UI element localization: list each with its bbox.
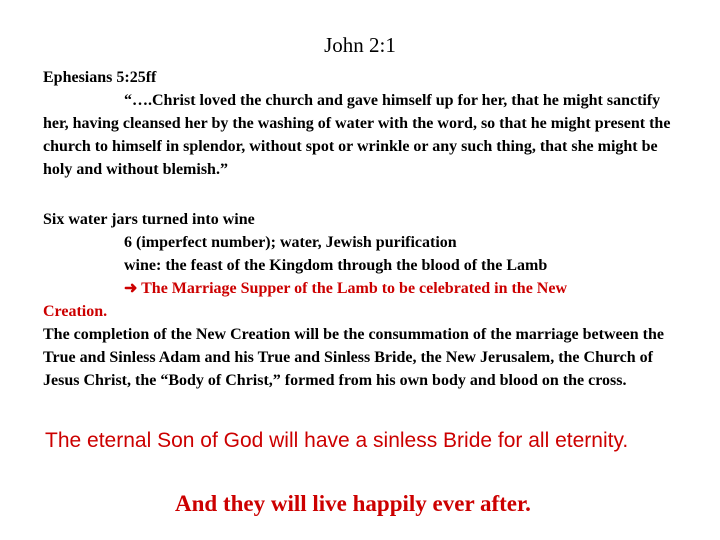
completion-paragraph: The completion of the New Creation will be the consummation of the marriage between the True and Sinless Adam and his True and Sinless Bride, the New Jerusalem, the Church of Jesus Christ, the “Body of Christ,” formed from his own body and blood on the cross.: [43, 326, 664, 389]
marriage-supper-line: [43, 277, 683, 300]
spacer: [43, 181, 683, 208]
jars-line-number: 6 (imperfect number); water, Jewish purification: [124, 234, 457, 251]
jars-heading: Six water jars turned into wine: [43, 211, 255, 228]
ephesians-reference: Ephesians 5:25ff: [43, 69, 157, 86]
slide-title: John 2:1: [324, 33, 396, 57]
final-line: And they will live happily ever after.: [175, 491, 531, 516]
ephesians-quote: “….Christ loved the church and gave himself up for her, that he might sanctify her, having cleansed her by the washing of water with the word, so that he might present the church to himself in splendor, without spot or wrinkle or any such thing, that she might be holy and without blemish.”: [43, 92, 671, 178]
marriage-supper-text: The Marriage Supper of the Lamb to be celebrated in the New: [141, 280, 567, 297]
slide-body: [43, 66, 683, 392]
marriage-supper-continuation: Creation.: [43, 303, 108, 320]
arrow-right-icon: ➜: [124, 280, 138, 297]
jars-line-wine: wine: the feast of the Kingdom through the blood of the Lamb: [124, 257, 548, 274]
conclusion-statement: The eternal Son of God will have a sinless Bride for all eternity.: [45, 429, 629, 452]
